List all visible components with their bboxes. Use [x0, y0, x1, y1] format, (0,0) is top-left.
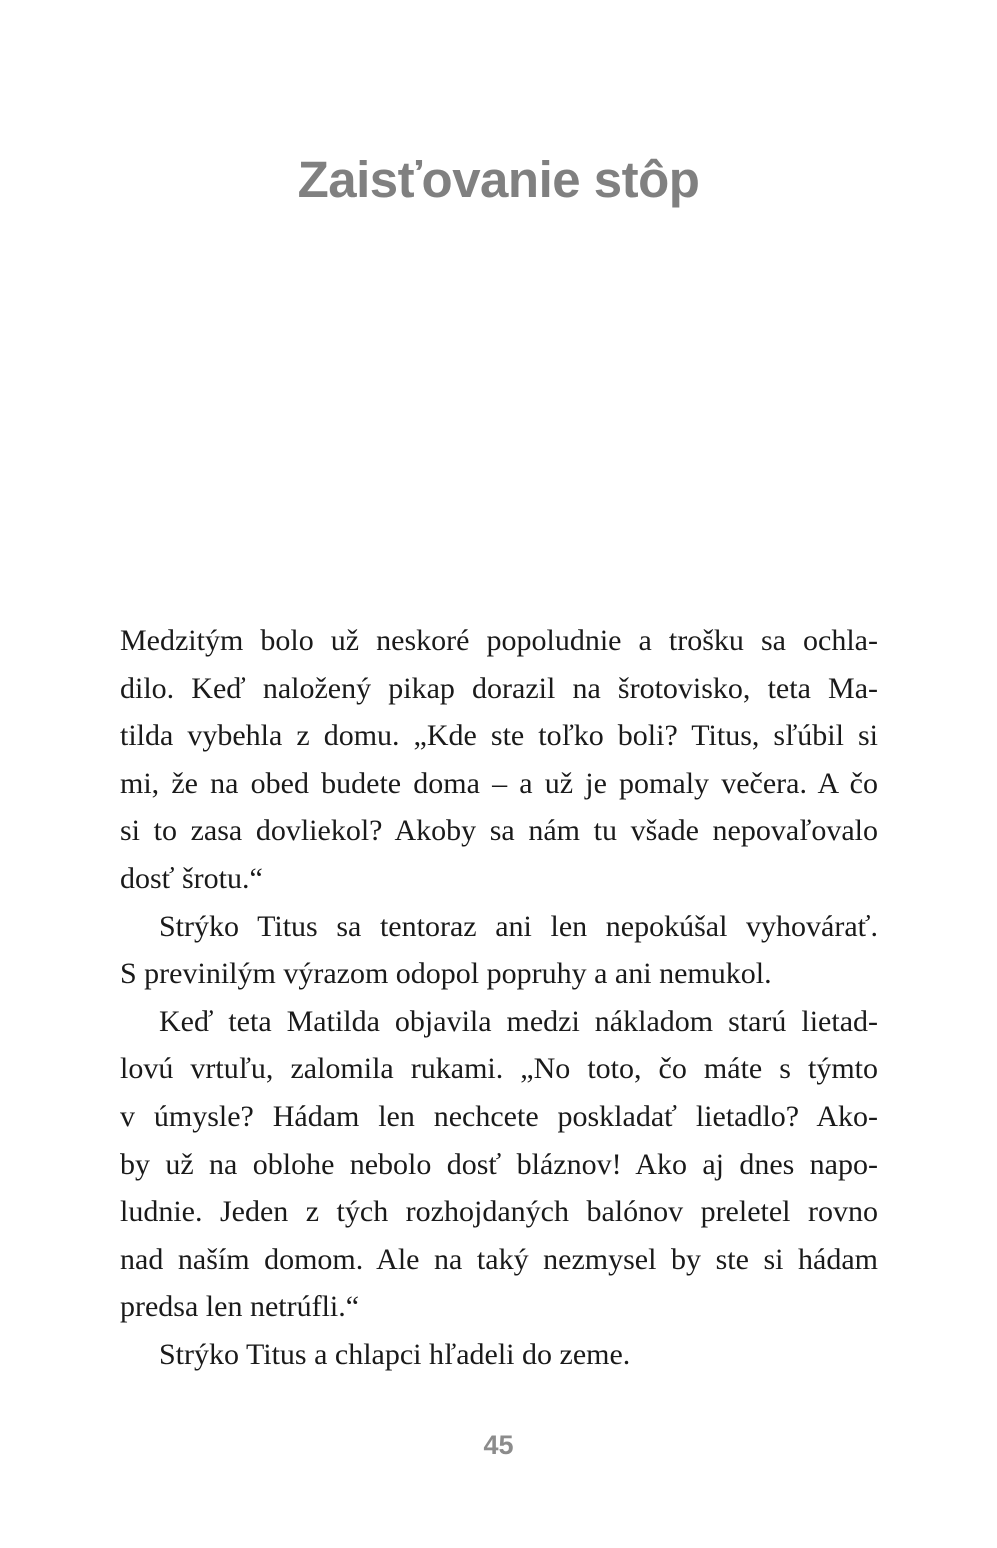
text-line: dosť šrotu.“ [120, 861, 263, 895]
text-line: Medzitým bolo už neskoré popoludnie a trošku sa ochla- [120, 624, 878, 657]
text-line: dilo. Keď naložený pikap dorazil na šrotovisko, teta Ma- [120, 671, 878, 705]
text-line: Keď teta Matilda objavila medzi nákladom starú lietad- [159, 1004, 878, 1038]
text-line: tilda vybehla z domu. „Kde ste toľko boli? Titus, sľúbil si [120, 719, 878, 753]
chapter-title: Zaisťovanie stôp [297, 151, 700, 208]
text-line: S previnilým výrazom odopol popruhy a ani nemukol. [120, 957, 772, 991]
page-number: 45 [483, 1430, 514, 1460]
text-line: by už na oblohe nebolo dosť bláznov! Ako aj dnes napo- [120, 1147, 878, 1181]
text-line: ludnie. Jeden z tých rozhojdaných balónov preletel rovno [120, 1195, 878, 1229]
text-line: si to zasa dovliekol? Akoby sa nám tu všade nepovaľovalo [120, 814, 878, 848]
text-line: Strýko Titus a chlapci hľadeli do zeme. [159, 1337, 631, 1371]
text-line: predsa len netrúfli.“ [120, 1290, 360, 1324]
text-line: mi, že na obed budete doma – a už je pomaly večera. A čo [120, 766, 878, 800]
text-line: v úmysle? Hádam len nechcete poskladať lietadlo? Ako- [120, 1099, 878, 1133]
text-line: lovú vrtuľu, zalomila rukami. „No toto, čo máte s týmto [120, 1052, 878, 1086]
text-line: Strýko Titus sa tentoraz ani len nepokúšal vyhovárať. [159, 909, 878, 943]
text-line: nad naším domom. Ale na taký nezmysel by ste si hádam [120, 1242, 878, 1276]
body-text [120, 617, 878, 1379]
